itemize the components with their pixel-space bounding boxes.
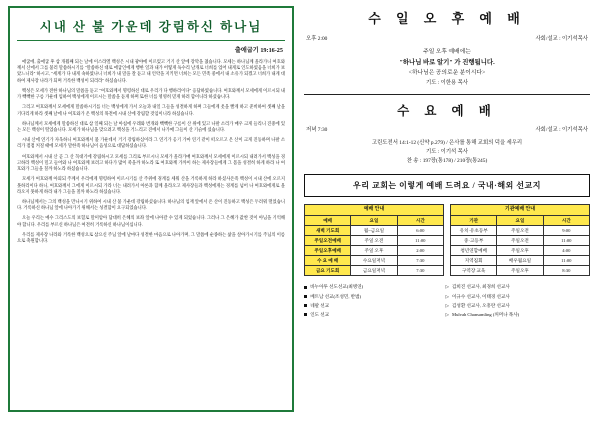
left-column xyxy=(8,6,294,418)
sunday-service-title: 수 일 오 후 예 배 xyxy=(368,11,526,26)
missionary-name: 이규수 선교사, 이태경 선교사 xyxy=(451,293,510,299)
sunday-note-line: <하나님은 공의로운 분이시다> xyxy=(408,69,486,76)
list-item xyxy=(445,302,590,309)
cell: 새벽 기도회 xyxy=(305,226,351,236)
triangle-bullet-icon: ▷ xyxy=(445,302,449,308)
sermon-paragraph: 애굽에, 출애굽 후 삼 개월째 되는 날에 이스라엘 백성은 시내 광야에 이르렀고 거기 산 앞에 장막을 쳤습니다. 모세는 하나님께 올라가니 여호와께서 산에서 그를 불러 말씀하시기를 "말씀하신 대로 애굽인에게 행한 일과 내가 어떻게 독수리 날개로 너희를 업어 내게로 인도하였음을 너희가 보았느니라" 하시고, "세계가 다 내게 속하였나니 너희가 내 말을 잘 듣고 내 언약을 지키면 너희는 모든 민족 중에서 내 소유가 되겠고 너희가 내게 대하여 제사장 나라가 되며 거룩한 백성이 되리라" 하셨습니다. xyxy=(17,59,285,83)
cell: 지역집회 xyxy=(451,256,497,266)
table-row xyxy=(305,236,444,246)
cell: 주일 오후 xyxy=(351,246,397,256)
mission-label: 베트남 선교(조성민, 반범) xyxy=(310,293,362,299)
column-header: 시간 xyxy=(543,215,589,225)
missions-left-list xyxy=(304,283,437,319)
sermon-paragraph: 백성은 모세가 전한 하나님의 말씀을 듣고 "여호와께서 명령하신 대로 우리가 다 행하리이다" 응답하였습니다. 여호와께서 모세에게 이르시되 내가 빽빽한 구름 가운데 임하여 백성에게 이르시는 말씀을 듣게 하며 또한 너를 영영히 믿게 하려 함이니라 하셨습니다. xyxy=(17,87,285,100)
triangle-bullet-icon: ▷ xyxy=(445,293,449,299)
sunday-service-staff: 사회/설교 : 이기석목사 xyxy=(535,36,588,42)
list-item xyxy=(445,283,590,290)
cell: 6:00 xyxy=(397,226,443,236)
list-item xyxy=(304,302,437,309)
sunday-service-notes xyxy=(304,48,590,88)
column-header: 요일 xyxy=(497,215,543,225)
cell: 청년연합예배 xyxy=(451,246,497,256)
table-row xyxy=(451,246,590,256)
wednesday-service-time: 저녁 7:30 xyxy=(306,126,328,133)
cell: 11:00 xyxy=(543,236,589,246)
table-row xyxy=(305,256,444,266)
bullet-square-icon xyxy=(304,295,307,298)
sermon-paragraph: 하나님께서는 그의 백성을 만나시기 위하여 시내 산 불 가운데 강림하셨습니다. 하나님의 임재 앞에서 온 산이 진동하고 백성은 두려워 떨었습니다. 거룩하신 하나님 앞에 나아가기 위해서는 성결함이 요구되었습니다. xyxy=(17,198,285,211)
cell: 주일오후 xyxy=(497,246,543,256)
missions-right-list xyxy=(445,283,590,319)
triangle-bullet-icon: ▷ xyxy=(445,311,449,317)
sunday-note-line: 주일 오후 예배에는 xyxy=(423,49,471,55)
sunday-note-line: 기도 : 이한용 목사 xyxy=(426,79,468,86)
cell: 4:00 xyxy=(543,246,589,256)
sermon-paragraph: 시내 산에 연기가 자욱하니 여호와께서 불 가운데서 거기 강림하심이라 그 연기가 옹기 가마 연기 같이 떠오르고 온 산이 크게 진동하며 나팔 소리가 점점 커질 때에 모세가 말한즉 하나님이 음성으로 대답하셨습니다. xyxy=(17,137,285,149)
missionary-name: 김희진 선교사, 최경희 선교사 xyxy=(451,284,510,290)
cell: 주일 오전 xyxy=(351,236,397,246)
wednesday-prayer: 기도 : 이기석 목사 xyxy=(426,148,468,155)
missionary-name: Mulvah Chansamling (꺼머나 목사) xyxy=(451,311,520,317)
wednesday-scripture: 고린도전서 14:1-12 (신약 p.279) / 은사를 통해 교회의 덕을 세우리 xyxy=(371,139,523,146)
wednesday-service-staff: 사회/설교 : 이기석목사 xyxy=(535,126,588,133)
bullet-square-icon xyxy=(304,313,307,316)
cell: 수요일저녁 xyxy=(351,256,397,266)
triangle-bullet-icon: ▷ xyxy=(445,284,449,290)
cell: 주일오전예배 xyxy=(305,236,351,246)
worship-schedule-table xyxy=(304,204,444,276)
cell: 주일오전 xyxy=(497,236,543,246)
sermon-paragraph: 오늘 우리는 예수 그리스도의 보혈로 말미암아 담대히 은혜의 보좌 앞에 나아갈 수 있게 되었습니다. 그러나 그 은혜가 값싼 것이 아님을 기억해야 합니다. 우리를 부르신 하나님은 여전히 거룩하신 하나님이십니다. xyxy=(17,215,285,227)
section-banner: 우리 교회는 이렇게 예배 드려요 / 국내·해외 선교지 xyxy=(304,174,590,197)
sermon-paragraph: 여호와께서 시내 산 곧 그 산 꼭대기에 강림하시고 모세를 그리로 부르시니 모세가 올라가매 여호와께서 모세에게 이르시되 내려가서 백성을 경고하라 백성이 밀고 들어와 나 여호와께 보려고 하다가 많이 죽을까 하노라 또 여호와께 가까이 하는 제사장들에게 그 몸을 성결히 하게 하라 나 여호와가 그들을 칠까 하노라 하셨습니다. xyxy=(17,153,285,172)
table-row xyxy=(305,246,444,256)
mission-label: 네팔 선교 xyxy=(310,302,330,308)
cell: 주일오후예배 xyxy=(305,246,351,256)
list-item xyxy=(445,311,590,318)
column-header: 시간 xyxy=(397,215,443,225)
mission-label: 인도 선교 xyxy=(310,311,330,317)
list-item xyxy=(304,293,437,300)
department-schedule-header: 기관예배 안내 xyxy=(451,205,590,216)
missionary-name: 김성환 선교사, 오흥란 선교사 xyxy=(451,302,510,308)
cell: 수 요 예 배 xyxy=(305,256,351,266)
department-schedule-table xyxy=(450,204,590,276)
cell: 7:30 xyxy=(397,256,443,266)
sunday-service-meta xyxy=(306,34,588,42)
list-item xyxy=(445,293,590,300)
sunday-service-time: 오후 2:00 xyxy=(306,36,328,42)
worship-schedule-header: 예배 안내 xyxy=(305,205,444,216)
cell: 금요 기도회 xyxy=(305,266,351,276)
cell: 배우월요일 xyxy=(497,256,543,266)
two-column-layout xyxy=(8,6,592,418)
sermon-scripture-reference: 출애굽기 19:16-25 xyxy=(234,47,283,54)
wednesday-hymn: 찬 송 : 197장(통178) / 210장(통245) xyxy=(406,158,488,165)
cell: 월~금요일 xyxy=(351,226,397,236)
sermon-paragraph: 그리고 여호와께서 모세에게 말씀하시기를 너는 백성에게 가서 오늘과 내일 그들을 성결하게 하며 그들에게 옷을 빨게 하고 준비하여 셋째 날을 기다리게 하라 셋째 날에 나 여호와가 온 백성의 목전에 시내 산에 강림할 것임이니라 하셨습니다. xyxy=(17,104,285,116)
mission-label: 바누아투 선도선교(최병연) xyxy=(310,284,364,290)
table-row xyxy=(451,266,590,276)
bullet-square-icon xyxy=(304,286,307,289)
table-row xyxy=(305,266,444,276)
cell: 주일오전 xyxy=(497,226,543,236)
bullet-square-icon xyxy=(304,304,307,307)
column-header: 요일 xyxy=(351,215,397,225)
sunday-note-line: "하나님 바로 알기" 가 진행됩니다. xyxy=(399,58,495,66)
list-item xyxy=(304,311,437,318)
cell: 중·고등부 xyxy=(451,236,497,246)
list-item xyxy=(304,283,437,290)
cell: 2:00 xyxy=(397,246,443,256)
sermon-paragraph: 모세가 여호와께 아뢰되 주께서 우리에게 명령하여 이르시기를 산 주위에 경계를 세워 산을 거룩하게 하라 하셨사온즉 백성이 시내 산에 오르지 못하리이다 하니, 여호와께서 그에게 이르시되 가라 너는 내려가서 아론과 함께 올라오고 제사장들과 백성에게는 경계를 넘어 나 여호와에게로 올라오지 못하게 하라 내가 그들을 칠까 하노라 하셨습니다. xyxy=(17,176,285,194)
cell: 구역장 교육 xyxy=(451,266,497,276)
sermon-body xyxy=(17,59,285,244)
table-row xyxy=(451,226,590,236)
sermon-box xyxy=(8,6,294,412)
cell: 유치·유초등부 xyxy=(451,226,497,236)
cell: 9:00 xyxy=(543,226,589,236)
wednesday-service-notes xyxy=(304,139,590,167)
schedule-tables xyxy=(304,204,590,276)
cell: 8:30 xyxy=(543,266,589,276)
cell: 금요일저녁 xyxy=(351,266,397,276)
table-row xyxy=(451,256,590,266)
sermon-paragraph: 하나님께서 모세에게 말씀하신 대로 삼 일째 되는 날 아침에 우레와 번개와 빽빽한 구름이 산 위에 있고 나팔 소리가 매우 크게 들리니 진중에 있는 모든 백성이 떨었습니다. 모세가 하나님을 맞으려고 백성을 거느리고 진에서 나가매 그들이 산 기슭에 섰습니다. xyxy=(17,120,285,132)
wednesday-service-meta xyxy=(306,125,588,133)
column-header: 기관 xyxy=(451,215,497,225)
sermon-title: 시내 산 불 가운데 강림하신 하나님 xyxy=(17,17,285,41)
wednesday-service-title: 수 요 예 배 xyxy=(397,103,497,118)
cell: 7:30 xyxy=(397,266,443,276)
cell: 11:00 xyxy=(543,256,589,266)
table-row xyxy=(305,226,444,236)
right-column xyxy=(304,6,590,418)
divider xyxy=(304,94,590,95)
cell: 11:00 xyxy=(397,236,443,246)
table-row xyxy=(451,236,590,246)
missions-section xyxy=(304,283,590,319)
sermon-paragraph: 우리를 제사장 나라와 거룩한 백성으로 삼으신 주님 앞에 날마다 성결한 마음으로 나아가며, 그 말씀에 순종하는 삶을 살아가시기를 주님의 이름으로 축원합니다. xyxy=(17,231,285,244)
cell: 주일오후 xyxy=(497,266,543,276)
column-header: 예배 xyxy=(305,215,351,225)
